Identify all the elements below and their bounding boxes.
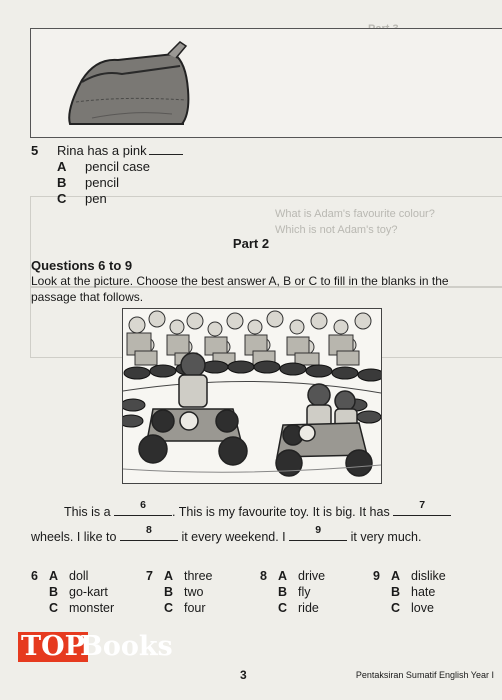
- blank-9: 9: [289, 528, 347, 541]
- bleed-q10: What is Adam's favourite colour?: [275, 208, 435, 220]
- part-title: Part 2: [232, 236, 270, 251]
- q5-option-c[interactable]: C pen: [57, 191, 107, 206]
- q6-option-a[interactable]: A doll: [49, 569, 89, 583]
- q9-option-c[interactable]: C love: [391, 601, 434, 615]
- pencil-case-image: [62, 40, 194, 134]
- topbooks-logo: [18, 628, 173, 682]
- logo-top-text: TOP: [18, 632, 88, 662]
- q8-option-b[interactable]: B fly: [278, 585, 311, 599]
- question-stem: Rina has a pink: [57, 143, 183, 158]
- q6-option-b[interactable]: B go-kart: [49, 585, 108, 599]
- logo-books-text: Books: [80, 631, 173, 662]
- passage-line-1: This is a 6 . This is my favourite toy. It is big. It has 7: [64, 503, 451, 519]
- q6-option-c[interactable]: C monster: [49, 601, 115, 615]
- footer-series-title: Pentaksiran Sumatif English Year I: [355, 670, 494, 680]
- q9-option-b[interactable]: B hate: [391, 585, 436, 599]
- blank-6: 6: [114, 503, 172, 516]
- worksheet-page: What is Adam's favourite colour? Which is not Adam's toy? 5 Rina has a pink A pencil case B pencil C pen Part 2 Questions 6 to 9 Look at the picture. Choose the best answer A, B or C to fill in the blanks in the passage that follows. This is a 6 . This is my favourite toy. It is big. It has 7 wheels. I like to 8 it every weekend. I 9 it very much. 6 A doll B go-kart C monster 7 A three B two C four 8 A drive B fly C ride 9 A dislike B hate C love TOP Books 3 Pentaksiran Sumatif English Year I: [0, 0, 502, 700]
- question-number: 5: [31, 143, 39, 158]
- bleed-q13: Which is not Adam's toy?: [275, 224, 398, 236]
- go-kart-race-picture: [122, 308, 382, 484]
- q7-option-c[interactable]: C four: [164, 601, 206, 615]
- q5-option-a[interactable]: A pencil case: [57, 159, 151, 174]
- instruction-text: Look at the picture. Choose the best answer A, B or C to fill in the blanks in the passage that follows.: [31, 274, 449, 304]
- q8-option-a[interactable]: A drive: [278, 569, 326, 583]
- q7-option-a[interactable]: A three: [164, 569, 213, 583]
- q8-option-c[interactable]: C ride: [278, 601, 319, 615]
- q5-option-b[interactable]: B pencil: [57, 175, 119, 190]
- passage-line-2: wheels. I like to 8 it every weekend. I 9 it very much.: [31, 524, 422, 544]
- answer-blank: [149, 154, 183, 155]
- page-number: 3: [240, 668, 247, 682]
- q9-option-a[interactable]: A dislike: [391, 569, 446, 583]
- questions-heading: Questions 6 to 9: [31, 258, 133, 273]
- q7-option-b[interactable]: B two: [164, 585, 204, 599]
- blank-7: 7: [393, 503, 451, 516]
- blank-8: 8: [120, 528, 178, 541]
